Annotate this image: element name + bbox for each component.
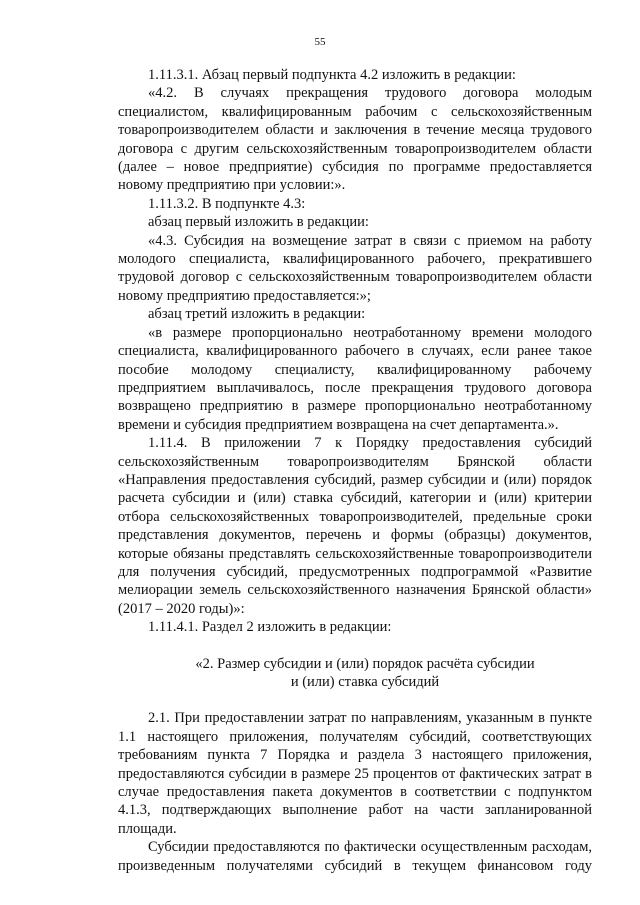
paragraph: 1.11.4. В приложении 7 к Порядку предоставления субсидий сельскохозяйственным товаропроизводителям Брянской области «Направления предоставления субсидий, размер субсидии и (или) порядок расчета субсидии и (или) ставка субсидий, категории и (или) критерии отбора сельскохозяйственных товаропроизводителей, предельные сроки представления документов, перечень и формы (образцы) документов, которые обязаны представлять сельскохозяйственные товаропроизводители для получения субсидий, предусмотренных подпрограммой «Развитие мелиорации земель сельскохозяйственного назначения Брянской области» (2017 – 2020 годы)»: [118, 435, 592, 617]
paragraph: 2.1. При предоставлении затрат по направлениям, указанным в пункте 1.1 настоящего приложения, получателям субсидий, соответствующих требованиям пункта 7 Порядка и раздела 3 настоящего приложения, предоставляются субсидии в размере 25 процентов от фактических затрат в случае предоставления пакета документов в соответствии с подпунктом 4.1.3, подтверждающих выполнение работ на части запланированной площади. [118, 710, 592, 837]
page-number: 55 [314, 36, 326, 48]
section-heading [118, 655, 592, 692]
paragraph: абзац первый изложить в редакции: [148, 214, 369, 231]
section-heading-line: и (или) ставка субсидий [290, 674, 440, 690]
section-heading-line: «2. Размер субсидии и (или) порядок расчёта субсидии [195, 655, 535, 672]
paragraph: 1.11.4.1. Раздел 2 изложить в редакции: [148, 619, 392, 636]
spacer [118, 691, 592, 709]
spacer [118, 637, 592, 655]
paragraph: «в размере пропорционально неотработанному времени молодого специалиста, квалифицированного рабочего в случаях, если ранее такое пособие молодому специалисту, квалифицированному рабочему предприятием выплачивалось, после прекращения трудового договора возвращено предприятию в размере пропорционально неотработанному времени и субсидия предприятием возвращена на счет департамента.». [118, 324, 592, 433]
paragraph: 1.11.3.1. Абзац первый подпункта 4.2 изложить в редакции: [148, 67, 516, 83]
paragraph: Субсидии предоставляются по фактически осуществленным расходам, произведенным получателями субсидий в текущем финансовом году [118, 839, 592, 874]
document-body [118, 66, 592, 875]
paragraph: «4.3. Субсидия на возмещение затрат в связи с приемом на работу молодого специалиста, квалифицированного рабочего, прекратившего трудовой договор с сельскохозяйственным товаропроизводителем области новому предприятию предоставляется:»; [118, 232, 592, 304]
paragraph: 1.11.3.2. В подпункте 4.3: [148, 195, 306, 212]
paragraph: «4.2. В случаях прекращения трудового договора молодым специалистом, квалифицированным рабочим с сельскохозяйственным товаропроизводителем области и заключения в течение месяца трудового договора с другим сельскохозяйственным товаропроизводителем области (далее – новое предприятие) субсидия по программе предоставляется новому предприятию при условии:». [118, 85, 592, 194]
paragraph: абзац третий изложить в редакции: [148, 306, 366, 323]
